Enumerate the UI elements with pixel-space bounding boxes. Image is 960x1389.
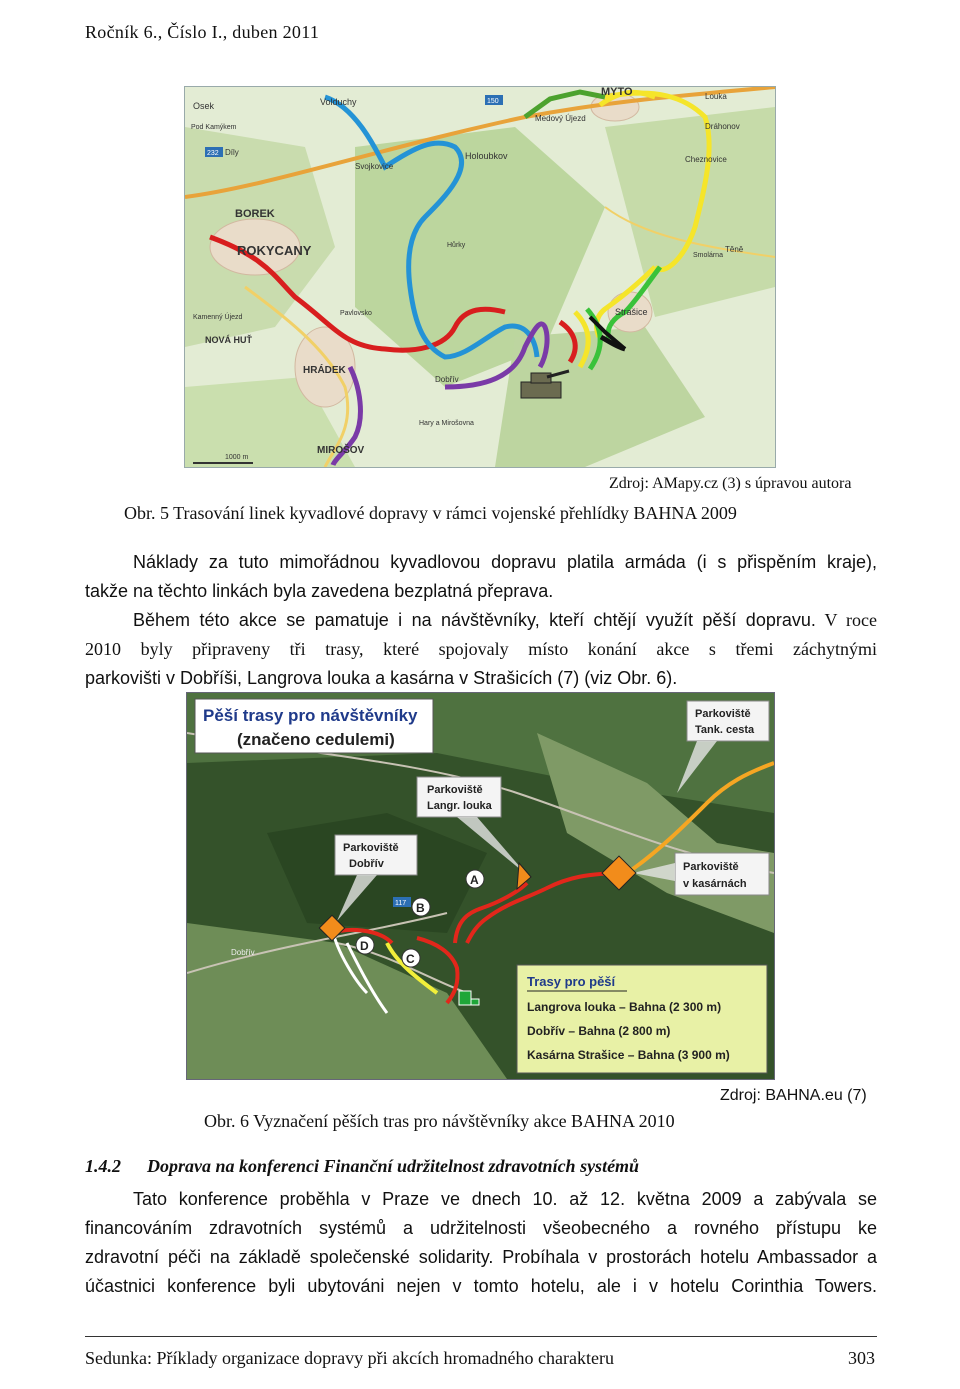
- paragraph-line: financováním zdravotních systémů a udržitelnosti všeobecného a rovného přístupu ke: [85, 1218, 877, 1238]
- pedestrian-route-map: [186, 692, 775, 1080]
- paragraph-costs: [85, 548, 877, 606]
- fig6-caption: [204, 1111, 675, 1132]
- place-svojkovice: Svojkovice: [355, 162, 394, 171]
- fig5-caption: Obr. 5 Trasování linek kyvadlové dopravy v rámci vojenské přehlídky BAHNA 2009: [124, 503, 737, 523]
- legend-item-1: Langrova louka – Bahna (2 300 m): [527, 1000, 722, 1014]
- paragraph-line: účastnici konference byli ubytováni nejen v tomto hotelu, ale i v hotelu Corinthia Towers.: [85, 1276, 877, 1296]
- shuttle-route-map: [184, 86, 776, 468]
- marker-c-label: C: [406, 952, 415, 966]
- place-dobriv: Dobřív: [435, 375, 459, 384]
- paragraph-line: takže na těchto linkách byla zavedena bezplatná přeprava.: [85, 581, 554, 601]
- footer-text: Sedunka: Příklady organizace dopravy při akcích hromadného charakteru: [85, 1348, 614, 1368]
- place-dily: Díly: [225, 148, 239, 157]
- callout-dobriv-line1: Parkoviště: [343, 842, 399, 854]
- paragraph-line: zdravotní péči na základě společenské solidarity. Probíhala v prostorách hotelu Ambassador a: [85, 1247, 877, 1267]
- place-drahonov: Dráhonov: [705, 122, 740, 131]
- pedestrian-route-map-svg: [187, 693, 774, 1079]
- place-medovy-ujezd: Medový Újezd: [535, 114, 586, 123]
- paragraph-line: [85, 606, 877, 635]
- callout-tank-line1: Parkoviště: [695, 708, 751, 720]
- fig6-source: Zdroj: BAHNA.eu (7): [720, 1087, 867, 1104]
- road-117-label: 117: [395, 900, 407, 907]
- place-tene: Těně: [725, 245, 744, 254]
- road-232-label: 232: [207, 150, 219, 157]
- place-nova-hut: NOVÁ HUŤ: [205, 335, 252, 345]
- section-number: 1.4.2: [85, 1156, 121, 1176]
- paragraph-line: parkovišti v Dobříši, Langrova louka a kasárna v Strašicích (7) (viz Obr. 6).: [85, 668, 678, 688]
- section-title: Doprava na konferenci Finanční udržitelnost zdravotních systémů: [147, 1156, 640, 1176]
- callout-kasarna-line1: Parkoviště: [683, 861, 739, 873]
- map-title: Pěší trasy pro návštěvníky: [203, 706, 418, 725]
- callout-dobriv-line2: Dobřív: [349, 858, 384, 870]
- paragraph-pedestrian: [85, 606, 877, 693]
- fig6-caption-text: Obr. 6 Vyznačení pěších tras pro návštěvníky akce BAHNA 2010: [204, 1111, 675, 1131]
- legend-item-3: Kasárna Strašice – Bahna (3 900 m): [527, 1048, 730, 1062]
- road-150-label: 150: [487, 98, 499, 105]
- scale-label: 1000 m: [225, 454, 249, 461]
- legend-item-2: Dobřív – Bahna (2 800 m): [527, 1024, 671, 1038]
- place-osek: Osek: [193, 101, 215, 111]
- map-subtitle: (značeno cedulemi): [237, 730, 395, 749]
- paragraph-conference: [85, 1185, 877, 1301]
- footer-divider: [85, 1336, 877, 1337]
- callout-langr-line1: Parkoviště: [427, 784, 483, 796]
- paragraph-line-part: Během této akce se pamatuje i na návštěvníky, kteří chtějí využít pěší dopravu.: [133, 610, 816, 630]
- marker-d-label: D: [360, 939, 369, 953]
- place-strasice: Strašice: [615, 307, 648, 317]
- place-holoubkov: Holoubkov: [465, 151, 508, 161]
- section-heading: [85, 1156, 639, 1177]
- callout-langr-line2: Langr. louka: [427, 800, 492, 812]
- place-smolarna: Smolárna: [693, 252, 723, 259]
- place-volduchy: Volduchy: [320, 97, 357, 107]
- place-harky: Hůrky: [447, 242, 466, 249]
- marker-a-label: A: [470, 873, 479, 887]
- paragraph-line: Tato konference proběhla v Praze ve dnech 10. až 12. května 2009 a zabývala se: [133, 1189, 877, 1209]
- paragraph-line: 2010 byly připraveny tři trasy, které spojovaly místo konání akce s třemi záchytnými: [85, 639, 877, 659]
- place-pavlovsko: Pavlovsko: [340, 310, 372, 317]
- place-mirosov: MIROŠOV: [317, 445, 365, 456]
- running-header: Ročník 6., Číslo I., duben 2011: [85, 22, 320, 42]
- place-louka: Louka: [705, 92, 727, 101]
- legend-title: Trasy pro pěší: [527, 974, 616, 989]
- shuttle-route-map-svg: [185, 87, 775, 467]
- place-rokycany: ROKYCANY: [237, 243, 312, 258]
- place-hradek: HRÁDEK: [303, 365, 346, 376]
- paragraph-line: Náklady za tuto mimořádnou kyvadlovou dopravu platila armáda (i s přispěním kraje),: [133, 552, 877, 572]
- place-dobriv-small: Dobřív: [231, 948, 255, 957]
- callout-kasarna-line2: v kasárnách: [683, 878, 747, 890]
- place-borek: BOREK: [235, 208, 275, 220]
- fig5-source: Zdroj: AMapy.cz (3) s úpravou autora: [609, 475, 852, 492]
- page-number: 303: [848, 1348, 875, 1368]
- place-hary: Hary a Mirošovna: [419, 420, 474, 427]
- place-myto: MÝTO: [601, 87, 633, 98]
- callout-tank-line2: Tank. cesta: [695, 724, 755, 736]
- place-pod-kamykem: Pod Kamýkem: [191, 124, 237, 131]
- paragraph-line-part: V roce: [815, 610, 877, 630]
- place-cheznovice: Cheznovice: [685, 155, 727, 164]
- place-kamenny-ujezd: Kamenný Újezd: [193, 314, 243, 321]
- marker-b-label: B: [416, 901, 425, 915]
